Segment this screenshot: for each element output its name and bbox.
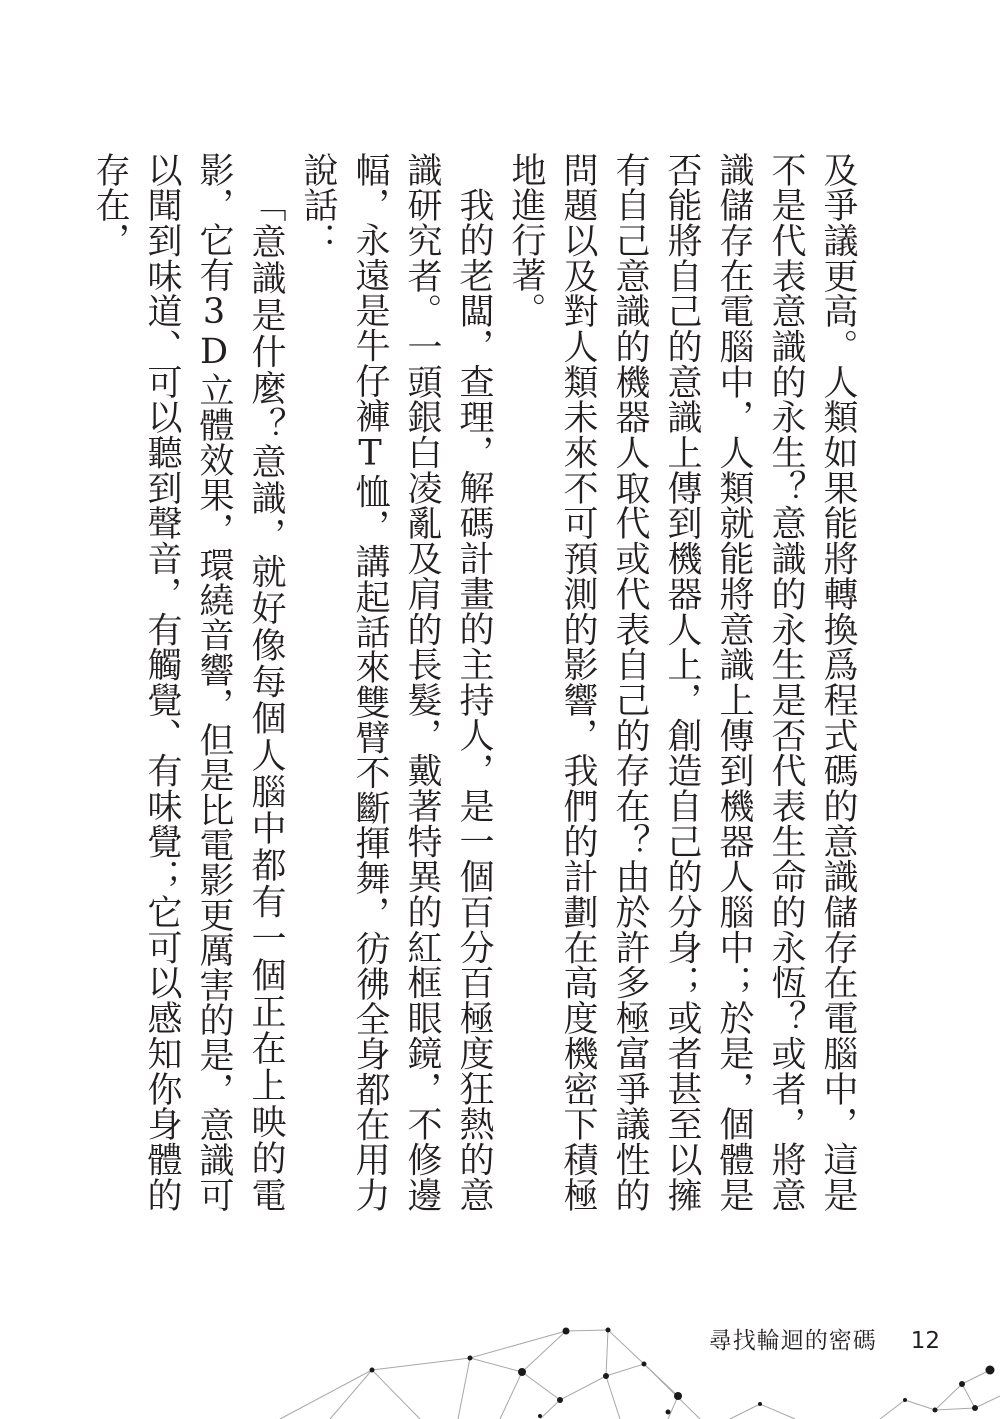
page-footer <box>709 1322 940 1355</box>
paragraph-2: 我的老闆，查理，解碼計畫的主持人，是一個百分百極度狂熱的意識研究者。一頭銀白凌亂及肩的長髮，戴著特異的紅框眼鏡，不修邊幅，永遠是牛仔褲T恤，講起話來雙臂不斷揮舞，彷彿全身都在用力說話： <box>298 152 494 1212</box>
network-decoration <box>0 1300 1000 1419</box>
paragraph-3: 「意識是什麼？意識，就好像每個人腦中都有一個正在上映的電影，它有3D立體效果，環繞音響，但是比電影更厲害的是，意識可以聞到味道、可以聽到聲音，有觸覺、有味覺；它可以感知你身體的存在， <box>90 152 286 1212</box>
running-title: 尋找輪迴的密碼 <box>708 1328 877 1354</box>
page-number: 12 <box>910 1328 940 1354</box>
vertical-text-block <box>90 152 864 1212</box>
paragraph-1: 及爭議更高。人類如果能將轉換爲程式碼的意識儲存在電腦中，這是不是代表意識的永生？意識的永生是否代表生命的永恆？或者，將意識儲存在電腦中，人類就能將意識上傳到機器人腦中；於是，個體是否能將自己的意識上傳到機器人上，創造自己的分身；或者甚至以擁有自己意識的機器人取代或代表自己的存在？由於許多極富爭議性的問題以及對人類未來不可預測的影響，我們的計劃在高度機密下積極地進行著。 <box>506 152 858 1212</box>
